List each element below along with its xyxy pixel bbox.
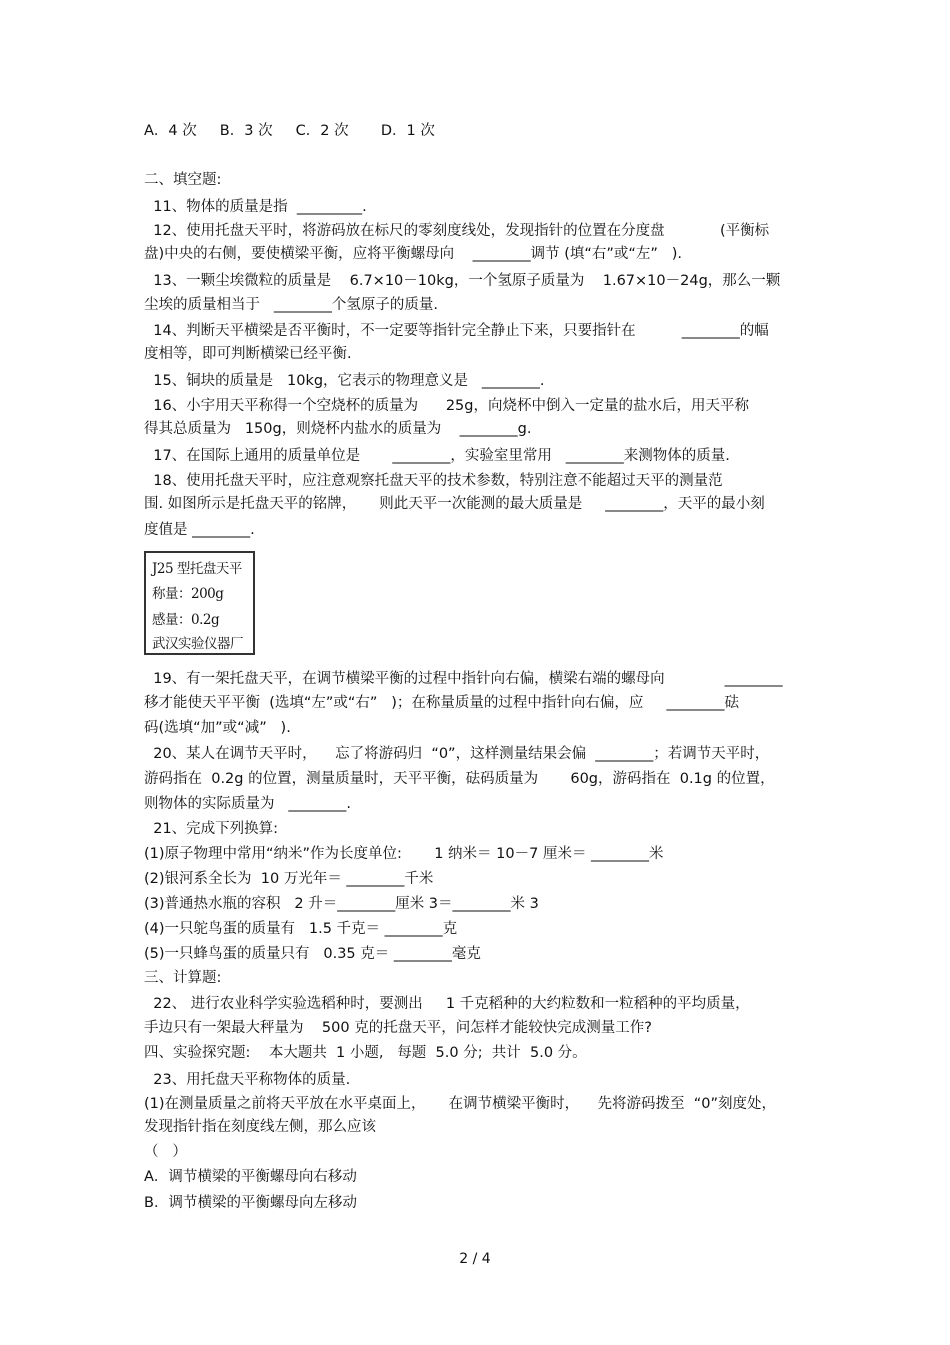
question-16-line1: 16、小宇用天平称得一个空烧杯的质量为 25g，向烧杯中倒入一定量的盐水后，用天平称 xyxy=(144,398,749,414)
nameplate-maker: 武汉实验仪器厂 xyxy=(152,636,243,652)
question-20-line1: 20、某人在调节天平时， 忘了将游码归 “0”，这样测量结果会偏 ________；若调节天平时， xyxy=(144,746,770,762)
question-17: 17、在国际上通用的质量单位是 ________，实验室里常用 ________来测物体的质量. xyxy=(144,448,730,464)
page-number: 2 / 4 xyxy=(459,1251,491,1267)
question-21-part5: (5)一只蜂鸟蛋的质量只有 0.35 克＝ ________毫克 xyxy=(144,946,481,962)
question-23-part1-line1: (1)在测量质量之前将天平放在水平桌面上， 在调节横梁平衡时， 先将游码拨至 “0”刻度处， xyxy=(144,1096,776,1112)
section-heading-fill: 二、填空题: xyxy=(144,172,222,188)
question-23-part1-line2: 发现指针指在刻度线左侧，那么应该 xyxy=(144,1119,376,1135)
question-21-part1: (1)原子物理中常用“纳米”作为长度单位: 1 纳米＝ 10－7 厘米＝ ________米 xyxy=(144,846,664,862)
question-22-line1: 22、 进行农业科学实验选稻种时，要测出 1 千克稻种的大约粒数和一粒稻种的平均质量， xyxy=(144,996,750,1012)
balance-nameplate xyxy=(144,551,255,655)
question-13-line1: 13、一颗尘埃微粒的质量是 6.7×10－10kg，一个氢原子质量为 1.67×10－24g，那么一颗 xyxy=(144,273,781,289)
option-a: A．调节横梁的平衡螺母向右移动 xyxy=(144,1169,357,1185)
question-18-line1: 18、使用托盘天平时，应注意观察托盘天平的技术参数，特别注意不能超过天平的测量范 xyxy=(144,473,723,489)
answer-bracket: （ ） xyxy=(144,1144,187,1160)
question-22-line2: 手边只有一架最大秤量为 500 克的托盘天平，问怎样才能较快完成测量工作? xyxy=(144,1020,652,1036)
question-19-line1: 19、有一架托盘天平，在调节横梁平衡的过程中指针向右偏，横梁右端的螺母向 ________ xyxy=(144,671,783,687)
question-21-part2: (2)银河系全长为 10 万光年＝ ________千米 xyxy=(144,871,434,887)
nameplate-sensitivity: 感量：0.2g xyxy=(152,612,220,628)
question-19-line3: 码(选填“加”或“减” ). xyxy=(144,720,291,736)
question-12-line1: 12、使用托盘天平时，将游码放在标尺的零刻度线处，发现指针的位置在分度盘 (平衡标 xyxy=(144,223,770,239)
section-heading-lab: 四、实验探究题: 本大题共 1 小题, 每题 5.0 分; 共计 5.0 分。 xyxy=(144,1045,587,1061)
option-b: B．调节横梁的平衡螺母向左移动 xyxy=(144,1195,357,1211)
question-20-line2: 游码指在 0.2g 的位置，测量质量时，天平平衡，砝码质量为 60g，游码指在 0.1g 的位置， xyxy=(144,771,775,787)
question-16-line2: 得其总质量为 150g，则烧杯内盐水的质量为 ________g. xyxy=(144,421,532,437)
question-18-line3: 度值是 ________. xyxy=(144,522,255,538)
question-12-line2: 盘)中央的右侧，要使横梁平衡，应将平衡螺母向 ________调节 (填“右”或“左” ). xyxy=(144,246,682,262)
question-21-part4: (4)一只鸵鸟蛋的质量有 1.5 千克＝ ________克 xyxy=(144,921,458,937)
options-line-q10: A．4 次 B．3 次 C．2 次 D．1 次 xyxy=(144,123,435,139)
question-19-line2: 移才能使天平平衡 (选填“左”或“右” )；在称量质量的过程中指针向右偏，应 ________砝 xyxy=(144,695,739,711)
question-14-line2: 度相等，即可判断横梁已经平衡. xyxy=(144,346,352,362)
question-20-line3: 则物体的实际质量为 ________. xyxy=(144,796,351,812)
question-21-part3: (3)普通热水瓶的容积 2 升＝________厘米 3＝________米 3 xyxy=(144,896,539,912)
question-11: 11、物体的质量是指 _________. xyxy=(144,199,367,215)
nameplate-model: J25 型托盘天平 xyxy=(152,561,242,577)
question-18-line2: 围. 如图所示是托盘天平的铭牌， 则此天平一次能测的最大质量是 ________，天平的最小刻 xyxy=(144,496,765,512)
nameplate-capacity: 称量：200g xyxy=(152,586,224,602)
question-14-line1: 14、判断天平横梁是否平衡时，不一定要等指针完全静止下来，只要指针在 ________的幅 xyxy=(144,323,769,339)
question-13-line2: 尘埃的质量相当于 ________个氢原子的质量. xyxy=(144,297,438,313)
question-15: 15、铜块的质量是 10kg，它表示的物理意义是 ________. xyxy=(144,373,545,389)
question-21: 21、完成下列换算: xyxy=(144,821,279,837)
question-23: 23、用托盘天平称物体的质量. xyxy=(144,1072,351,1088)
section-heading-calc: 三、计算题: xyxy=(144,970,222,986)
